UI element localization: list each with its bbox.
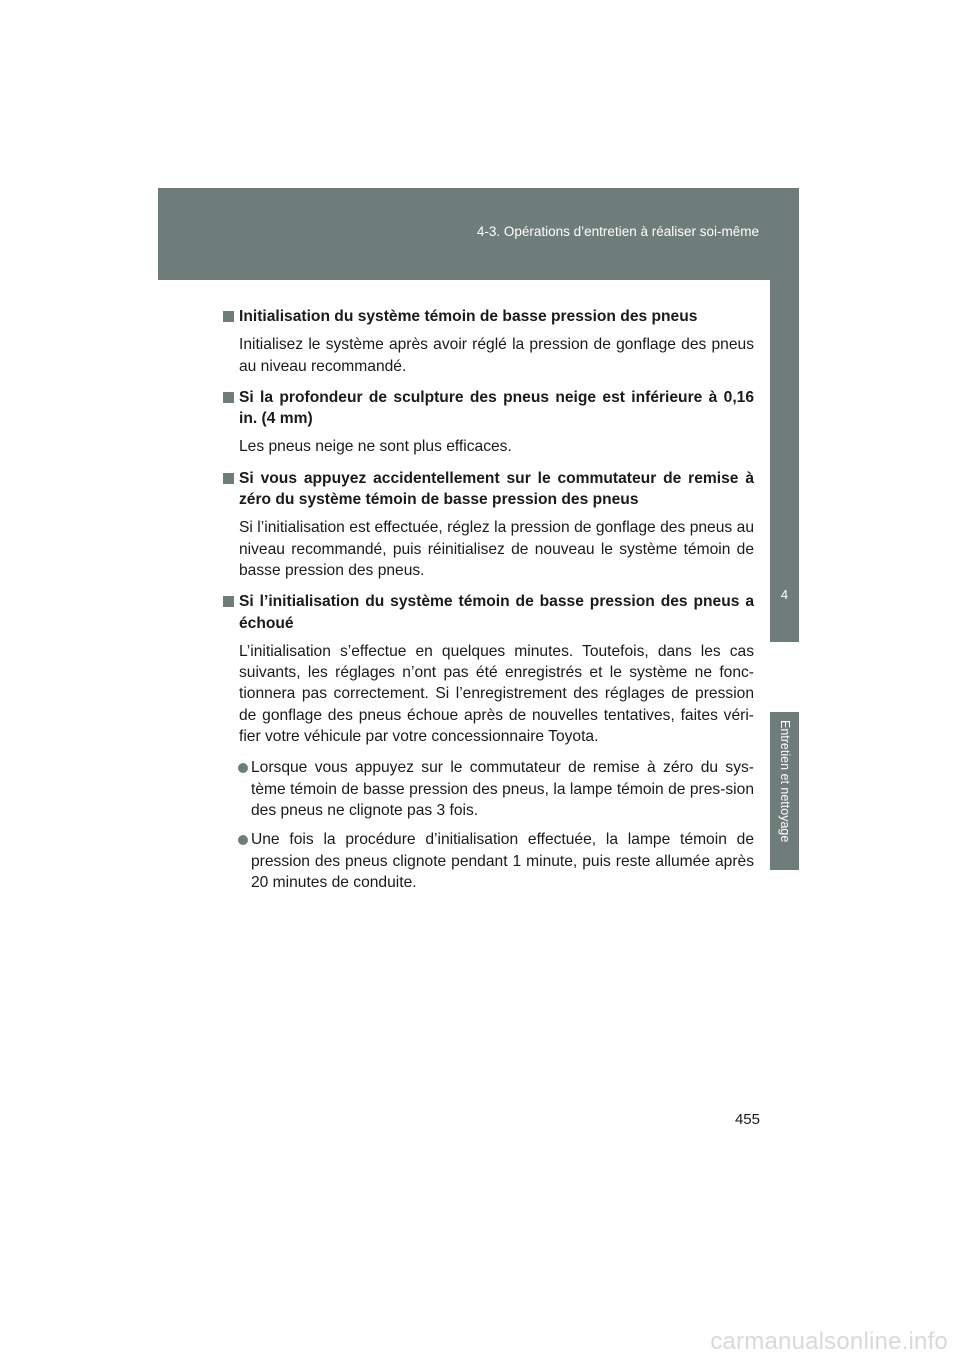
circle-bullet-icon (238, 835, 248, 845)
section-heading (223, 306, 754, 327)
chapter-label: Entretien et nettoyage (778, 720, 792, 843)
header-band (158, 188, 799, 280)
page-content (223, 306, 754, 901)
section-body: Si l’initialisation est effectuée, réglez la pression de gonflage des pneus au niveau recommandé, puis réinitialisez de nouveau le système témoin de basse pression des pneus. (239, 519, 754, 579)
list-item-text: Une fois la procédure d’initialisation effectuée, la lampe témoin de pression des pneus clignote pendant 1 minute, puis reste allumée après 20 minutes de conduite. (251, 831, 754, 891)
list-item-text: Lorsque vous appuyez sur le commutateur de remise à zéro du sys-tème témoin de basse pression des pneus, la lampe témoin de pres-sion des pneus ne clignote pas 3 fois. (251, 759, 754, 819)
section-heading-text: Initialisation du système témoin de basse pression des pneus (239, 308, 698, 325)
square-bullet-icon (223, 392, 234, 403)
list-item (223, 757, 754, 821)
section-body: Les pneus neige ne sont plus efficaces. (239, 438, 512, 456)
square-bullet-icon (223, 596, 234, 607)
section-heading-text: Si vous appuyez accidentellement sur le commutateur de remise à zéro du système témoin de basse pression des pneus (239, 469, 754, 509)
section-heading (223, 387, 754, 430)
section-heading-text: Si l’initialisation du système témoin de basse pression des pneus a échoué (239, 593, 754, 632)
section-body: L’initialisation s’effectue en quelques minutes. Toutefois, dans les cas suivants, les réglages n’ont pas été enregistrés et le système ne fonc-tionnera pas correctement. Si l’enregistrement des réglages de pression de gonflage des pneus échoue après de nouvelles tentatives, faites véri-fier votre véhicule par votre concessionnaire Toyota. (239, 642, 754, 746)
section-title: 4-3. Opérations d’entretien à réaliser soi-même (476, 224, 759, 239)
square-bullet-icon (223, 473, 234, 484)
section-body: Initialisez le système après avoir réglé la pression de gonflage des pneus au niveau recommandé. (239, 336, 754, 375)
section-heading-text: Si la profondeur de sculpture des pneus neige est inférieure à 0,16 in. (4 mm) (239, 388, 754, 428)
section-heading (223, 591, 754, 634)
watermark: carmanualsonline.info (710, 1328, 948, 1355)
chapter-side-tab (770, 642, 799, 712)
circle-bullet-icon (238, 763, 248, 773)
section-heading (223, 468, 754, 511)
chapter-number: 4 (780, 587, 789, 602)
square-bullet-icon (223, 311, 234, 322)
page-number: 455 (734, 1111, 760, 1128)
list-item (223, 829, 754, 893)
